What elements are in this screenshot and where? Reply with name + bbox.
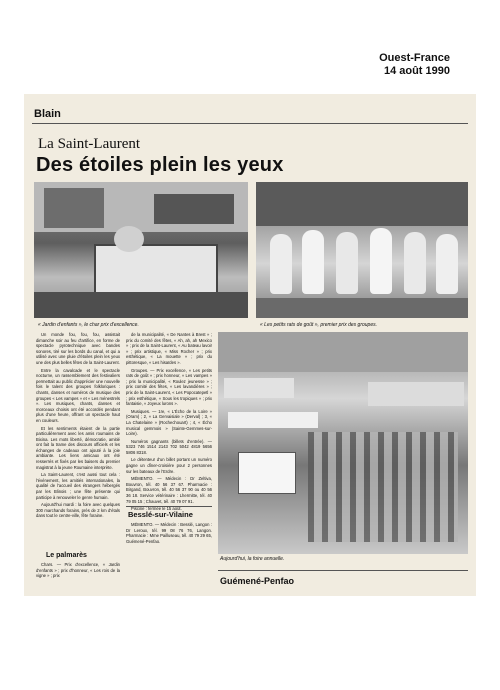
paragraph: Et les sentiments étaient de la partie particulièrement avec les amis roumains de Bixina. Les mots liberté, démocratie, amitié ont fait la trame des discours officiels et les échanges de cadeaux ont ajouté à la joie ambiante. Les liens amicaux ont été resserrés et fixés par les baisers du premier magistrat à la jeune Roumaine interprète.: [36, 425, 120, 470]
paragraph: Aujourd'hui mardi : la foire avec quelques 300 marchands forains, près de 2 km d'étals dans tout le centre-ville, fête foraine.: [36, 502, 120, 519]
caption-photo3: Aujourd'hui, la foire annuelle.: [220, 556, 285, 562]
article-column-1: [36, 332, 120, 521]
newspaper-source: [379, 52, 450, 78]
section-title: Blain: [34, 108, 61, 120]
photo-dancers: [256, 182, 468, 318]
publication-date: 14 août 1990: [383, 65, 450, 77]
paragraph: Le détenteur d'un billet portant un numéro gagne un dîner-croisière pour 2 personnes sur les bateaux de l'Erdre.: [126, 457, 212, 474]
paragraph: Numéros gagnants (billets d'entrée). — 5323 746 1514 2143 702 5042 4819 5656 5806 8318.: [126, 438, 212, 455]
article-column-2: [126, 332, 212, 514]
footer-section-heading: Guémené-Penfao: [220, 576, 295, 586]
photo-parade-float: [34, 182, 248, 318]
locality-heading: Besslé-sur-Vilaine: [128, 510, 193, 519]
palmares-text: [36, 562, 120, 581]
photo-fair-street: [218, 332, 468, 554]
palmares-heading: Le palmarès: [46, 552, 87, 559]
article-kicker: La Saint-Laurent: [38, 136, 141, 152]
paragraph: Un monde fou, fou, fou, assistait dimanche soir au feu d'artifice, en forme de spectacle pyrotechnique avec bandes sonores, tiré sur les bords du canal, et qui a utilisé avec une pluie d'étoiles plein les yeux une des plus belles fêtes de la Saint-Laurent.: [36, 332, 120, 365]
paragraph: Groupes. — Prix excellence, « Les petits rats de goût » ; prix honneur, « Les vampes » ; prix la municipalité, « Roulez jeunesse » ; prix comité des fêtes, « Les lavandières » ; prix de la Saint-Laurent, « Les Popocatepetl » ; prix esthétique, « Sous les tropiques » ; prix fantaisie, « Joyeux lurons ».: [126, 367, 212, 407]
paragraph: MÉMENTO. — Médecin : Besslé, Langon : Dr Leroux, tél. 99 08 76 76, Langon. Pharmacie : Mme Pailluseau, tél. 40 79 29 65, Guémené-Penfao.: [126, 522, 212, 544]
paragraph: Musiques. — 1re, « L'Écho de la Loire » (Oram) ; 2, « La Gervaisiale » (Derval) ; 3, « La Chatelaine » (Rochechouart) ; 4, « Écho musical gemmois » (Sainte-Gemmes-sur-Loire).: [126, 408, 212, 437]
paragraph: de la municipalité, « De Nantes à Brest » ; prix du comité des fêtes, « Ah, ah, ah Mexico » ; prix de la Saint-Laurent, « Au bateau lavoir » ; prix artistique, « Miss Rocher » ; prix esthétique, « La mouette » ; prix du pittoresque, « Les hisaïdes ».: [126, 332, 212, 365]
section-rule: [32, 123, 468, 124]
newspaper-name: Ouest-France: [379, 52, 450, 64]
paragraph: Piscine : fermée le 15 août.: [131, 506, 182, 512]
newspaper-clipping: [24, 94, 476, 596]
paragraph: MÉMENTO. — Médecin : Dr Zeltiva, Bouvron, tél. 40 56 37 67. Pharmacie : Birgand, Bouvron, tél. 40 56 37 90 ou 40 56 36 18. Service vétérinaire : Lhermitte, tél. 40 79 05 15 ; Chauvet, tél. 40 79 07 91.: [126, 476, 212, 504]
article-headline: Des étoiles plein les yeux: [36, 154, 284, 176]
paragraph: Entre la cavalcade et le spectacle nocturne, un rassemblement des festivaliers permettait au public d'apprécier une nouvelle fois le talent des groupes folkloriques : chants, danses et numéros de musique des groupes « Les vampes » et « Les ménestrels ». Les musiques, chants, danses et morceaux choisis ont été accordés pendant plus d'une heure, offrant un spectacle haut en couleurs.: [36, 367, 120, 423]
paragraph: La Saint-Laurent, c'est aussi tout cela : l'événement, les amitiés internationales, la qualité de l'accueil des étrangers hébergés par les Blinois ; une fête présente qui participe à renouveler le genre humain.: [36, 472, 120, 500]
divider: [126, 506, 212, 507]
caption-photo1: « Jardin d'enfants », le char prix d'excellence.: [38, 322, 139, 328]
locality-text: [126, 522, 212, 546]
paragraph: Chars. — Prix d'excellence, « Jardin d'enfants » ; prix d'honneur, « Les rois de la vigne » ; prix: [36, 562, 120, 579]
divider: [218, 570, 468, 571]
caption-photo2: « Les petits rats de goût », premier prix des groupes.: [260, 322, 378, 328]
